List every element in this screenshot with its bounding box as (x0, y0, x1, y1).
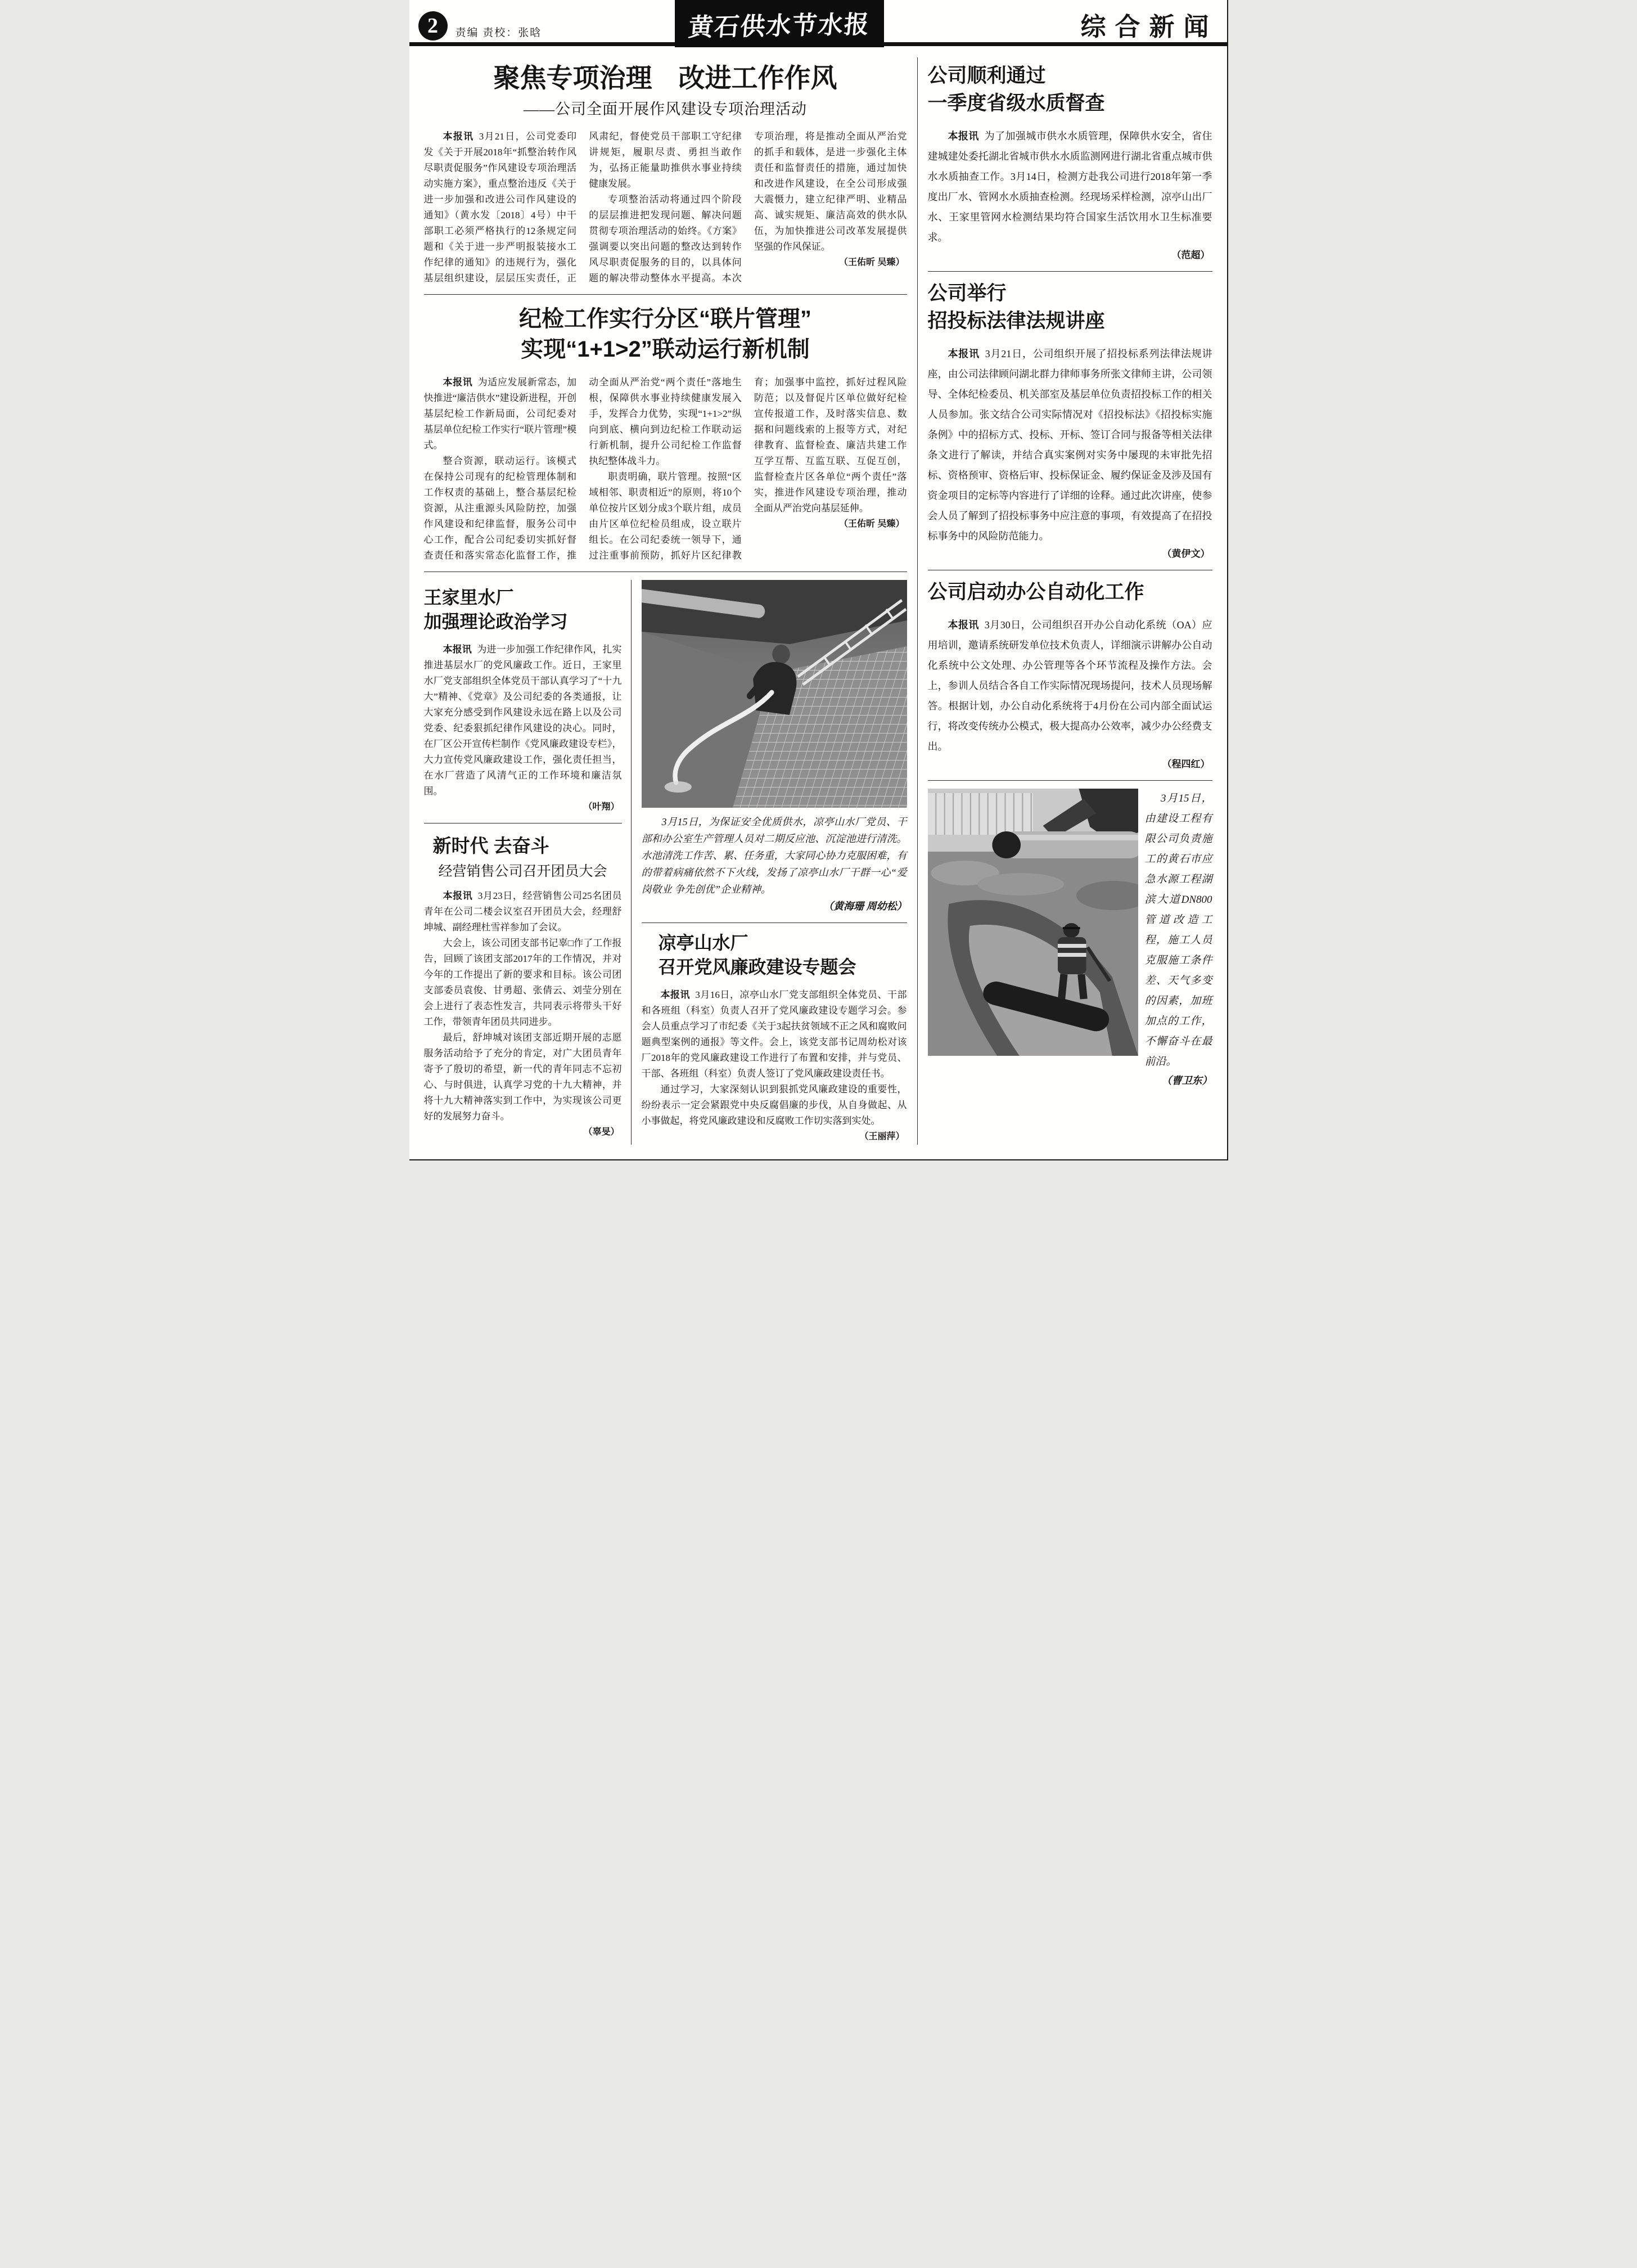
article-liangtingshan-title (642, 931, 907, 979)
sub-center-column (632, 580, 907, 1145)
right-sidebar (917, 57, 1212, 1145)
masthead-title: 黄石供水节水报 (687, 11, 871, 42)
article-jianpian-body (424, 375, 907, 564)
paragraph-text: 3月23日，经营销售公司25名团员青年在公司二楼会议室召开团员大会，经理舒坤城、副经理杜雪祥参加了会议。 (423, 890, 622, 933)
paragraph-text: 3月30日，公司组织召开办公自动化系统（OA）应用培训，邀请系统研发单位技术负责人，详细演示讲解办公自动化系统中公文处理、办公管理等各个环节流程及操作方法。会上，参训人员结合各自工作实际情况现场提问，技术人员现场解答。根据计划，办公自动化系统将于4月份在公司内部全面试运行，将改变传统办公模式，极大提高办公效率，减少办公经费支出。 (927, 619, 1212, 752)
paragraph: 最后，舒坤城对该团支部近期开展的志愿服务活动给予了充分的肯定，对广大团员青年寄予了殷切的希望，新一代的青年同志不忘初心、与时俱进，认真学习党的十九大精神，并将十九大精神落实到工作中，为实现该公司更好的发展努力奋斗。 (423, 1032, 622, 1122)
pool-photo-byline: （黄海珊 周幼松） (823, 901, 907, 912)
paragraph (642, 987, 907, 1082)
title-line-2: 加强理论政治学习 (423, 611, 568, 632)
lead-label: 本报讯 (443, 890, 473, 902)
paragraph: 职责明确，联片管理。按照“区域相邻、职责相近”的原则，将10个单位按片区划分成3个联片组，成员由片区单位纪检员组成，设立联片组长。在公司纪委统一领导下，通过注重事前预防，抓好片区纪律教育；加强事中监控，抓好过程风险防范；以及督促片区单位做好纪检宣传报道工作，及时落实信息、数据和问题线索的上报等方式，对纪律教育、监督检查、廉洁共建工作互学互帮、互监互联、互促互创，监督检查片区各单位“两个责任”落实，推进作风建设专项治理，推动全面从严治党向基层延伸。 (589, 377, 907, 561)
paragraph-text: 为了加强城市供水水质管理，保障供水安全，省住建城建处委托湖北省城市供水水质监测网进行湖北省重点城市供水水质抽查工作。3月14日，检测方赴我公司进行2018年第一季度出厂水、管网水水质抽查检测。经现场采样检测，凉亭山出厂水、王家里管网水检测结果均符合国家生活饮用水卫生标准要求。 (927, 130, 1212, 243)
lead-label: 本报讯 (948, 348, 980, 359)
paragraph (928, 344, 1212, 546)
page-header (409, 0, 1227, 48)
newspaper-page (409, 0, 1228, 1160)
article-focus-body (424, 129, 907, 286)
article-focus-byline: （王佑昕 吴臻） (839, 258, 905, 268)
pipeline-photo-block (928, 789, 1212, 1089)
lead-label: 本报讯 (443, 644, 472, 655)
article-wangjiali-title (424, 586, 622, 634)
title-line-1: 纪检工作实行分区“联片管理” (519, 307, 811, 332)
article-xinshidai-title: 新时代 去奋斗 (432, 835, 549, 857)
paragraph (424, 642, 622, 799)
title-line-2: 一季度省级水质督查 (927, 92, 1105, 114)
lead-label: 本报讯 (948, 619, 979, 631)
page-number-badge: 2 (418, 11, 448, 40)
masthead-box (675, 0, 884, 47)
divider (424, 823, 622, 824)
paragraph: 整合资源，联动运行。该模式在保持公司现有的纪检管理体制和工作权责的基础上，整合基层纪检资源，从注重源头风险防控，加强作风建设和纪律监督，服务公司中心工作，配合公司纪委切实抓好督查责任和落实常态化监督工作，推动全面从严治党“两个责任”落地生根，保障供水事业持续健康发展入手，发挥合力优势，实现“1+1>2”纵向到底、横向到边纪检工作联动运行新机制，提升公司纪检工作监督执纪整体战斗力。 (423, 377, 742, 561)
paragraph-text: 为适应发展新常态，加快推进“廉洁供水”建设新进程，开创基层纪检工作新局面，公司纪委对基层单位纪检工作实行“联片管理”模式。 (423, 377, 577, 451)
article-wangjiali (424, 586, 622, 815)
paragraph (424, 888, 622, 935)
pipeline-photo-byline: （曹卫东） (1161, 1075, 1212, 1086)
article-zhaotoubiao-title (928, 280, 1212, 335)
paragraph: 通过学习，大家深刻认识到狠抓党风廉政建设的重要性，纷纷表示一定会紧跟党中央反腐倡廉的步伐，从自身做起、从小事做起，将党风廉政建设和反腐败工作切实落到实处。 (641, 1084, 907, 1127)
title-line-1: 王家里水厂 (423, 587, 514, 608)
paragraph (928, 615, 1212, 757)
article-xinshidai-byline: （辜旻） (583, 1127, 620, 1137)
article-zhaotoubiao (928, 280, 1212, 562)
article-xinshidai (424, 831, 622, 1140)
paragraph (424, 375, 577, 453)
sub-left-column (424, 580, 632, 1145)
article-oa-title: 公司启动办公自动化工作 (927, 581, 1144, 603)
left-zone (424, 57, 917, 1145)
divider (642, 922, 907, 923)
lead-label: 本报讯 (660, 989, 691, 1001)
divider (424, 294, 907, 295)
article-jianpian (424, 304, 907, 564)
article-wangjiali-byline: （叶翔） (583, 802, 620, 812)
title-line-1: 凉亭山水厂 (658, 933, 748, 953)
title-line-1: 公司顺利通过 (927, 65, 1046, 87)
title-line-2: 实现“1+1>2”联动运行新机制 (521, 337, 810, 362)
section-title: 综合新闻 (1080, 13, 1218, 41)
pipeline-construction-photo (928, 789, 1138, 1056)
title-line-1: 公司举行 (927, 282, 1007, 304)
paragraph (928, 126, 1212, 248)
content-area (409, 48, 1227, 1159)
pipeline-photo-caption: 3月15日，由建设工程有限公司负责施工的黄石市应急水源工程湖滨大道DN800管道改造工程，施工人员克服施工条件差、天气多变的因素，加班加点的工作，不懈奋斗在最前沿。 (1144, 793, 1212, 1068)
title-line-2: 招投标法律法规讲座 (927, 310, 1105, 332)
pool-cleaning-photo (642, 580, 907, 808)
paragraph-text: 3月21日，公司党委印发《关于开展2018年“抓整治转作风尽职责促服务”作风建设专项治理活动实施方案》，重点整治违反《关于进一步加强和改进公司作风建设的通知》（黄水发〔2018〕4号）中干部职工必须严格执行的12条规定问题和《关于进一步严明报装接水工作纪律的通知》的违规行为，强化基层组织建设，层层压实责任，正风肃纪，督使党员干部职工守纪律讲规矩，履职尽责、勇担当敢作为，弘扬正能量助推供水事业持续健康发展。 (423, 131, 742, 284)
divider (928, 271, 1212, 272)
divider (928, 780, 1212, 781)
pipeline-photo-wrap (928, 789, 1138, 1089)
article-liangtingshan (642, 931, 907, 1145)
bottom-split (424, 580, 907, 1145)
article-jianpian-title (424, 304, 907, 364)
article-focus-title: 聚焦专项治理 改进工作作风 (493, 63, 837, 93)
title-line-2: 召开党风廉政建设专题会 (658, 957, 856, 978)
article-shuizhi-byline: （范超） (1171, 250, 1210, 260)
paragraph: 大会上，该公司团支部书记辜□作了工作报告，回顾了该团支部2017年的工作情况，并对今年的工作提出了新的要求和目标。该公司团支部委员袁俊、甘勇超、张倩云、刘莹分别在会上进行了表态性发言，共同表示将带头干好工作，带领青年团员共同进步。 (423, 938, 622, 1028)
article-focus-subtitle: ——公司全面开展作风建设专项治理活动 (524, 101, 807, 118)
lead-label: 本报讯 (443, 131, 474, 142)
article-shuizhi (928, 62, 1212, 263)
editor-line: 责编 责校：张晗 (455, 27, 542, 39)
article-liangtingshan-byline: （王丽萍） (859, 1132, 905, 1142)
paragraph-text: 3月21日，公司组织开展了招投标系列法律法规讲座，由公司法律顾问湖北群力律师事务所张文律师主讲，公司领导、全体纪检委员、机关部室及基层单位负责招投标工作的相关人员参加。张文结合公司实际情况对《招投标法》《招投标实施条例》中的招标方式、投标、开标、签订合同与报备等相关法律条文进行了解读，并结合真实案例对实务中屡现的未审批先招标、资格预审、资格后审、投标保证金、履约保证金及涉及国有资金项目的定标等内容进行了详细的诠释。通过此次讲座，使参会人员了解到了招投标事务中应注意的事项，有效提高了在招投标事务中的风险防范能力。 (927, 348, 1212, 542)
pool-photo-caption: 3月15日，为保证安全优质供水，凉亭山水厂党员、干部和办公室生产管理人员对二期反应池、沉淀池进行清洗。水池清洗工作苦、累、任务重，大家同心协力克服困难，有的带着病痛依然不下火线，发扬了凉亭山水厂干群一心“爱岗敬业 争先创优”企业精神。 (641, 816, 907, 896)
article-focus (424, 63, 907, 286)
paragraph: 专项整治活动将通过四个阶段的层层推进把发现问题、解决问题贯彻专项治理活动的始终。《方案》强调要以突出问题的整改达到转作风尽职责促服务的目的，以具体问题的解决带动整体水平提高。本次专项治理，将是推动全面从严治党的抓手和载体，是进一步强化主体责任和监督责任的措施，通过加快和改进作风建设，在全公司形成强大震慑力，建立纪律严明、业精品高、诚实规矩、廉洁高效的供水队伍，为加快推进公司改革发展提供坚强的作风保证。 (589, 131, 907, 284)
paragraph-text: 为进一步加强工作纪律作风，扎实推进基层水厂的党风廉政工作。近日，王家里水厂党支部组织全体党员干部认真学习了“十九大”精神、《党章》及公司纪委的各类通报，让大家充分感受到作风建设永远在路上以及公司党委、纪委狠抓纪律作风建设的决心。同时，在厂区公开宣传栏制作《党风廉政建设专栏》，大力宣传党风廉政建设工作，强化责任担当，在水厂营造了风清气正的工作环境和廉洁氛围。 (423, 644, 622, 797)
article-oa-byline: （程四红） (1162, 759, 1210, 770)
article-oa (928, 578, 1212, 772)
article-xinshidai-subtitle: 经营销售公司召开团员大会 (438, 864, 607, 880)
lead-label: 本报讯 (443, 377, 473, 388)
lead-label: 本报讯 (948, 130, 979, 142)
article-zhaotoubiao-byline: （黄伊文） (1162, 548, 1210, 559)
article-shuizhi-title (928, 62, 1212, 117)
pipeline-photo-caption-column (1138, 789, 1212, 1089)
article-jianpian-byline: （王佑昕 吴臻） (839, 519, 905, 529)
paragraph-text: 3月16日，凉亭山水厂党支部组织全体党员、干部和各班组（科室）负责人召开了党风廉政建设专题学习会。参会人员重点学习了市纪委《关于3起扶贫领域不正之风和腐败问题典型案例的通报》等文件。会上，该党支部书记周幼松对该厂2018年的党风廉政建设工作进行了布置和安排，并与党员、干部、各班组（科室）负责人签订了党风廉政建设责任书。 (641, 989, 907, 1079)
